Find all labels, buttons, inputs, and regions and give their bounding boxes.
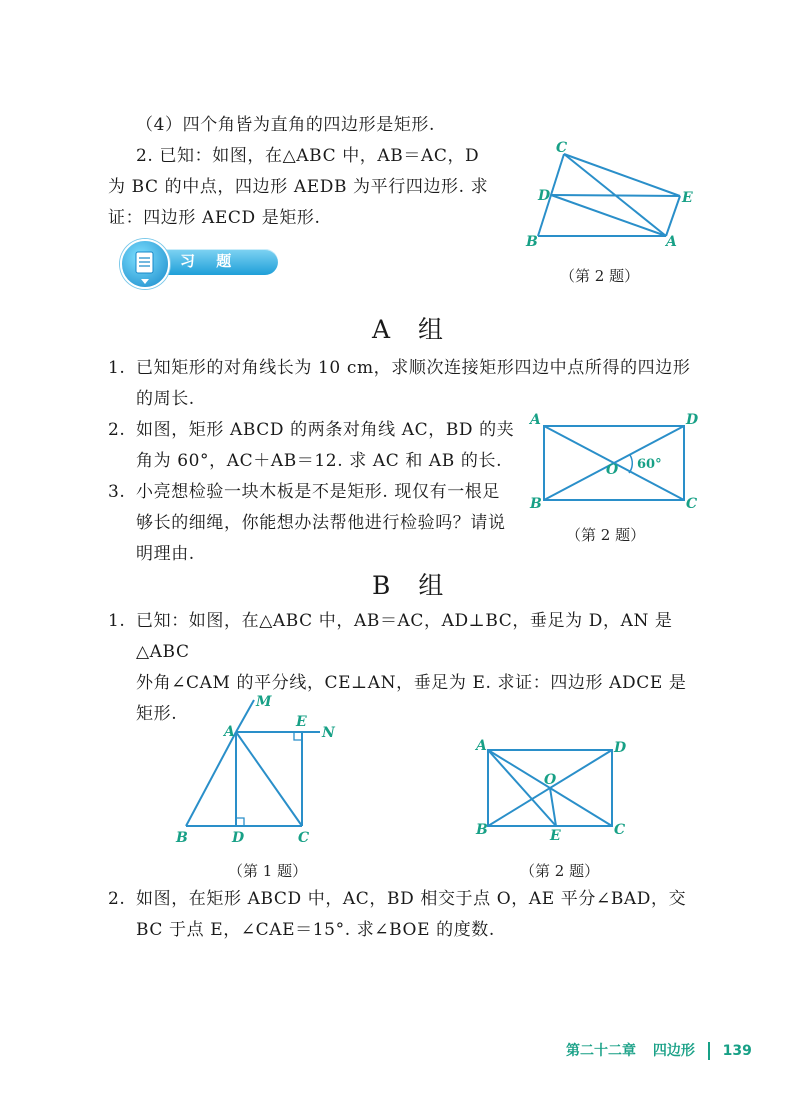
label-a: A xyxy=(224,724,235,740)
chapter-title: 四边形 xyxy=(652,1043,695,1059)
label-d: D xyxy=(538,188,551,204)
footer-divider xyxy=(708,1042,710,1060)
group-b-figure-2-caption: （第 2 题） xyxy=(520,862,600,880)
group-a-figure-caption: （第 2 题） xyxy=(566,526,646,544)
label-o: O xyxy=(544,772,557,788)
exercise-2-line-1: 2. 已知：如图，在△ABC 中，AB＝AC，D xyxy=(136,146,480,166)
banner-label: 习 题 xyxy=(180,252,240,270)
label-c: C xyxy=(686,496,698,512)
label-m: M xyxy=(256,694,272,710)
label-o: O xyxy=(606,462,619,478)
label-e: E xyxy=(682,190,693,206)
item-line: 如图，在矩形 ABCD 中，AC，BD 相交于点 O，AE 平分∠BAD，交 xyxy=(136,889,687,909)
item-number: 2. xyxy=(108,420,126,440)
label-c: C xyxy=(556,140,568,156)
figure-b1 xyxy=(170,690,350,850)
exercise-2-line-2: 为 BC 的中点，四边形 AEDB 为平行四边形. 求 xyxy=(108,177,489,197)
group-b-figure-1-caption: （第 1 题） xyxy=(228,862,308,880)
right-angle-e xyxy=(294,732,302,740)
item-line: 够长的细绳，你能想办法帮他进行检验吗？请说 xyxy=(136,513,506,533)
item-number: 2. xyxy=(108,889,126,909)
label-a: A xyxy=(666,234,677,250)
label-b: B xyxy=(176,830,188,846)
exercise-banner xyxy=(118,239,278,283)
item-line: 如图，矩形 ABCD 的两条对角线 AC，BD 的夹 xyxy=(136,420,515,440)
label-b: B xyxy=(530,496,542,512)
group-b-item-2 xyxy=(108,884,698,946)
label-n: N xyxy=(322,725,335,741)
label-d: D xyxy=(686,412,699,428)
group-a-item-1 xyxy=(108,353,698,415)
statement-4: （4）四个角皆为直角的四边形是矩形. xyxy=(136,115,436,135)
angle-label: 60° xyxy=(637,457,662,472)
segment-de xyxy=(551,195,680,196)
exercise-2-line-3: 证：四边形 AECD 是矩形. xyxy=(108,208,321,228)
item-number: 1. xyxy=(108,358,126,378)
item-number: 3. xyxy=(108,482,126,502)
segment-ce xyxy=(564,154,680,196)
label-b: B xyxy=(526,234,538,250)
segment-ea xyxy=(666,196,680,236)
segment-da xyxy=(551,195,666,236)
label-c: C xyxy=(614,822,626,838)
segment-ae xyxy=(488,750,556,826)
item-line: 外角∠CAM 的平分线，CE⊥AN，垂足为 E. 求证：四边形 ADCE 是 xyxy=(136,673,687,693)
group-a-item-3 xyxy=(108,477,528,570)
top-figure-caption: （第 2 题） xyxy=(560,267,640,285)
item-line: 小亮想检验一块木板是不是矩形. 现仅有一根足 xyxy=(136,482,501,502)
item-line: 已知矩形的对角线长为 10 cm，求顺次连接矩形四边中点所得的四边形 xyxy=(136,358,691,378)
figure-rectangle-abcd xyxy=(526,408,706,512)
group-a-item-2 xyxy=(108,415,528,477)
chapter-label: 第二十二章 xyxy=(566,1043,636,1059)
item-line: 已知：如图，在△ABC 中，AB＝AC，AD⊥BC，垂足为 D，AN 是△ABC xyxy=(136,611,673,662)
notebook-icon xyxy=(120,239,170,289)
label-d: D xyxy=(614,740,627,756)
label-b: B xyxy=(476,822,488,838)
label-e: E xyxy=(550,828,561,844)
item-line: 矩形. xyxy=(136,704,178,724)
segment-ac xyxy=(236,732,302,826)
page-footer xyxy=(566,1040,752,1060)
label-e: E xyxy=(296,714,307,730)
item-line: BC 于点 E，∠CAE＝15°. 求∠BOE 的度数. xyxy=(136,920,495,940)
label-d: D xyxy=(232,830,245,846)
group-b-title: B 组 xyxy=(372,571,454,600)
label-a: A xyxy=(476,738,487,754)
item-number: 1. xyxy=(108,611,126,631)
group-a-title: A 组 xyxy=(372,315,454,344)
label-a: A xyxy=(530,412,541,428)
segment-am xyxy=(236,700,254,732)
page-number: 139 xyxy=(722,1043,752,1059)
figure-aedb xyxy=(520,138,710,250)
figure-b2 xyxy=(470,732,640,846)
label-c: C xyxy=(298,830,310,846)
right-angle-d xyxy=(236,818,244,826)
item-line: 角为 60°，AC＋AB＝12. 求 AC 和 AB 的长. xyxy=(136,451,503,471)
segment-ba xyxy=(186,732,236,826)
item-line: 的周长. xyxy=(136,389,195,409)
item-line: 明理由. xyxy=(136,544,195,564)
